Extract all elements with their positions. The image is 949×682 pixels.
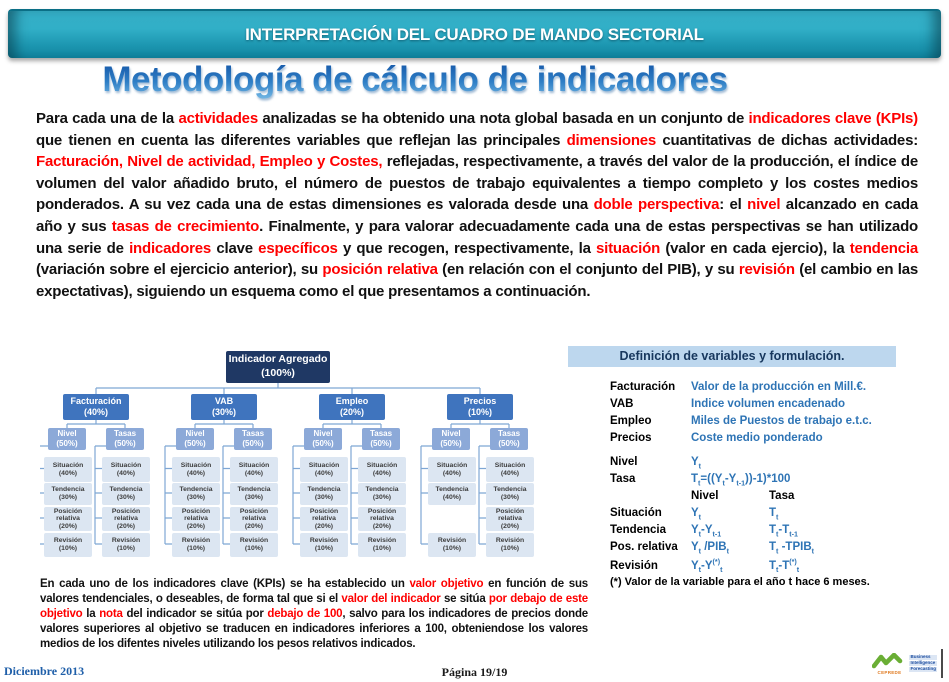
diagram-kpi-node [428,483,476,505]
diagram-perspective-node-pct: (50%) [370,439,392,448]
footer-page-number: Página 19/19 [441,665,508,679]
definition-cell: Tendencia [610,524,667,536]
cepcrede-logo [872,649,943,678]
diagram-kpi-node-label: Situación [110,461,142,469]
diagram-perspective-node-label: Tasas [113,429,137,439]
logo-wordmark: CEPREDE [877,669,902,675]
diagram-kpi-node [486,533,534,557]
diagram-kpi-node [44,507,92,531]
diagram-kpi-node-label: Revisión [53,537,83,545]
diagram-kpi-node-pct: (10%) [116,545,136,552]
diagram-kpi-node-label: Tendencia [109,486,143,494]
diagram-root-node [226,351,330,383]
logo-tagline-line: Forecasting [910,665,936,671]
diagram-kpi-node-pct: (30%) [58,494,78,501]
diagram-kpi-node-label: Posición relativa [181,507,211,523]
diagram-perspective-node [432,428,470,450]
diagram-kpi-node-label: Posición relativa [309,507,339,523]
diagram-kpi-node [428,457,476,482]
definition-row [610,558,940,575]
diagram-kpi-node-label: Revisión [239,537,269,545]
diagram-kpi-node [358,483,406,505]
diagram-kpi-node-pct: (20%) [58,522,78,530]
diagram-kpi-node [44,483,92,505]
definition-cell: Empleo [610,415,652,427]
diagram-kpi-node-label: Situación [180,461,212,469]
diagram-dimension-node [319,394,385,420]
diagram-kpi-node-pct: (40%) [500,469,520,477]
diagram-kpi-node [102,457,150,482]
diagram-kpi-node-label: Tendencia [237,486,271,494]
diagram-kpi-node-pct: (10%) [58,545,78,552]
diagram-kpi-node [102,507,150,531]
definition-row [610,541,940,558]
definition-cell: Indice volumen encadenado [691,398,846,410]
diagram-kpi-node-label: Situación [52,461,84,469]
diagram-kpi-node [300,483,348,505]
diagram-kpi-node [428,533,476,557]
diagram-perspective-node-pct: (50%) [440,439,462,448]
indicator-hierarchy-diagram [40,345,560,575]
definition-row [610,473,940,490]
diagram-kpi-node-label: Tendencia [51,486,85,494]
diagram-dimension-node-pct: (10%) [467,407,492,417]
diagram-perspective-node [304,428,342,450]
diagram-kpi-node [172,507,220,531]
diagram-kpi-node-pct: (10%) [372,545,392,552]
diagram-kpi-node-label: Posición relativa [367,507,397,523]
diagram-root-node-pct: (100%) [261,367,295,379]
diagram-dimension-node-pct: (20%) [339,407,364,417]
diagram-perspective-node-pct: (50%) [498,439,520,448]
diagram-kpi-node-pct: (20%) [244,522,264,530]
diagram-dimension-node-label: VAB [214,395,234,406]
diagram-kpi-node-label: Posición relativa [53,507,83,523]
definition-cell: Precios [610,432,652,444]
diagram-kpi-node-pct: (30%) [116,494,136,501]
diagram-perspective-node [48,428,86,450]
page-title: Metodología de cálculo de indicadores [90,60,740,100]
diagram-kpi-node-label: Revisión [367,537,397,545]
diagram-perspective-node [490,428,528,450]
diagram-perspective-node-pct: (50%) [114,439,136,448]
definition-row [610,398,940,415]
logo-tagline-line: Intelligence [910,660,936,666]
diagram-kpi-node [358,533,406,557]
diagram-kpi-node-pct: (40%) [442,494,462,501]
definition-cell: Pos. relativa [610,541,678,553]
diagram-kpi-node-pct: (40%) [442,469,462,477]
definition-cell: $T_t$ $-TPIB_t$ [769,541,815,556]
diagram-kpi-node [172,457,220,482]
diagram-kpi-node-pct: (20%) [500,522,520,530]
diagram-dimension-node [63,394,129,420]
definition-row [610,432,940,449]
logo-tagline [909,655,937,672]
logo-zigzag-icon [872,653,906,670]
definition-cell: $Y_t-Y_{t-1}$ [691,524,722,539]
diagram-kpi-node-label: Revisión [111,537,141,545]
diagram-kpi-node [230,457,278,482]
definition-row [610,524,940,541]
definition-cell: Valor de la producción en Mill.€. [691,381,867,393]
diagram-kpi-node [102,483,150,505]
diagram-kpi-node [486,507,534,531]
diagram-kpi-node-label: Revisión [495,537,525,545]
diagram-kpi-node [230,533,278,557]
diagram-perspective-node-pct: (50%) [184,439,206,448]
definition-cell: Tasa [769,490,795,502]
definition-row [610,490,940,507]
diagram-kpi-node-pct: (30%) [314,494,334,501]
diagram-kpi-node-pct: (20%) [314,522,334,530]
definition-cell: Coste medio ponderado [691,432,823,444]
diagram-kpi-node [102,533,150,557]
definition-row [610,456,940,473]
diagram-kpi-node-pct: (30%) [186,494,206,501]
diagram-kpi-node-label: Situación [436,461,468,469]
diagram-kpi-node-pct: (20%) [116,522,136,530]
intro-paragraph: Para cada una de la actividades analizadas se ha obtenido una nota global basada en un conjunto de indicadores clave (KPIs) que tienen en cuenta las diferentes variables que reflejan las principales dimensiones cuantitativas de dichas actividades: Facturación, Nivel de actividad, Empleo y Costes, reflejadas, respectivamente, a través del valor de la producción, el índice de volumen del valor añadido bruto, el número de puestos de trabajo equivalentes a tiempo completo y los costes medios ponderados. A su vez cada una de estas dimensiones es valorada desde una doble perspectiva: el nivel alcanzado en cada año y sus tasas de crecimiento. Finalmente, y para valorar adecuadamente cada una de estas perspectivas se han utilizado una serie de indicadores clave específicos y que recogen, respectivamente, la situación (valor en cada ejercio), la tendencia (variación sobre el ejercicio anterior), su posición relativa (en relación con el conjunto del PIB), y su revisión (el cambio en las expectativas), siguiendo un esquema como el que presentamos a continuación. [36,110,919,300]
diagram-kpi-node [300,533,348,557]
diagram-kpi-node-label: Situación [308,461,340,469]
diagram-kpi-node-pct: (20%) [372,522,392,530]
diagram-kpi-node-pct: (40%) [186,469,206,477]
diagram-kpi-node-label: Tendencia [493,486,527,494]
definition-cell: $Y_t$ $/PIB_t$ [691,541,729,556]
diagram-kpi-node-pct: (20%) [186,522,206,530]
definition-cell: $Y_t$ [691,507,702,522]
diagram-kpi-node-pct: (10%) [244,545,264,552]
diagram-kpi-node-pct: (10%) [500,545,520,552]
definition-cell: Revisión [610,559,658,572]
diagram-kpi-node-label: Tendencia [179,486,213,494]
diagram-kpi-node-label: Tendencia [307,486,341,494]
definition-cell: $T_t-T_{t-1}$ [769,524,798,539]
diagram-kpi-node [230,483,278,505]
diagram-kpi-node-pct: (30%) [500,494,520,501]
diagram-kpi-node [172,533,220,557]
definitions-panel-header: Definición de variables y formulación. [568,346,896,367]
definition-cell: Nivel [691,490,719,502]
base-formulas-list [610,456,940,490]
diagram-dimension-node-label: Empleo [335,395,369,406]
diagram-perspective-node-label: Tasas [241,429,265,439]
diagram-kpi-node [486,483,534,505]
variable-definitions-list [610,381,940,449]
definition-row [610,381,940,398]
diagram-kpi-node-label: Posición relativa [239,507,269,523]
definition-cell: Facturación [610,381,676,393]
diagram-kpi-node [358,457,406,482]
diagram-perspective-node-pct: (50%) [312,439,334,448]
diagram-perspective-node [106,428,144,450]
diagram-perspective-node-label: Nivel [313,429,333,439]
definition-cell: $T_t=((Y_t-Y_{t-1}))-1)*100$ [691,473,791,488]
diagram-kpi-node-label: Revisión [181,537,211,545]
definition-cell: $Y_t$ [691,456,702,471]
definition-row [610,415,940,432]
diagram-dimension-node [191,394,257,420]
diagram-kpi-node-label: Situación [366,461,398,469]
definition-cell: Tasa [610,473,636,485]
definition-cell: Situación [610,507,662,519]
banner-title: INTERPRETACIÓN DEL CUADRO DE MANDO SECTORIAL [245,24,704,44]
diagram-perspective-node-pct: (50%) [56,439,78,448]
diagram-kpi-node-label: Posición relativa [495,507,525,523]
diagram-kpi-node [358,507,406,531]
diagram-kpi-node-label: Tendencia [365,486,399,494]
diagram-kpi-node [172,483,220,505]
diagram-perspective-node-pct: (50%) [242,439,264,448]
diagram-kpi-node-label: Revisión [437,537,467,545]
diagram-perspective-node-label: Tasas [369,429,393,439]
diagram-kpi-node [300,507,348,531]
diagram-perspective-node [362,428,400,450]
diagram-perspective-node-label: Nivel [441,429,461,439]
diagram-kpi-node-label: Revisión [309,537,339,545]
diagram-kpi-node-pct: (40%) [116,469,136,477]
logo-mark [872,653,906,675]
diagram-kpi-node [300,457,348,482]
diagram-kpi-node [44,533,92,557]
diagram-kpi-node-pct: (30%) [244,494,264,501]
diagram-kpi-node-pct: (10%) [314,545,334,552]
diagram-dimension-node-pct: (30%) [211,407,236,417]
definition-cell: VAB [610,398,634,410]
diagram-kpi-node-label: Posición relativa [111,507,141,523]
diagram-dimension-node-label: Facturación [70,395,122,406]
definition-cell: Miles de Puestos de trabajo e.t.c. [691,415,872,427]
diagram-kpi-node-pct: (10%) [442,545,462,552]
definitions-panel [568,346,940,588]
formula-footnote: (*) Valor de la variable para el año t hace 6 meses. [610,576,870,588]
definition-row [610,507,940,524]
diagram-dimension-node [447,394,513,420]
diagram-perspective-node [234,428,272,450]
definition-cell: $Y_t-Y^{(*)}_t$ [691,558,723,575]
definition-cell: $T_t-T^{(*)}_t$ [769,558,800,575]
diagram-kpi-node-pct: (40%) [372,469,392,477]
diagram-kpi-node-pct: (30%) [372,494,392,501]
formula-table [610,490,940,575]
diagram-perspective-node-label: Nivel [185,429,205,439]
diagram-perspective-node-label: Tasas [497,429,521,439]
definition-cell: $T_t$ [769,507,779,522]
diagram-kpi-node [486,457,534,482]
diagram-perspective-node-label: Nivel [57,429,77,439]
diagram-kpi-node-pct: (10%) [186,545,206,552]
logo-tagline-line: Business [909,655,937,660]
diagram-kpi-node-label: Tendencia [435,486,469,494]
diagram-kpi-node-label: Situación [238,461,270,469]
bottom-paragraph: En cada uno de los indicadores clave (KPIs) se ha establecido un valor objetivo en función de sus valores tendenciales, o deseables, de forma tal que si el valor del indicador se sitúa por debajo de este objetivo la nota del indicador se sitúa por debajo de 100, salvo para los indicadores de precios donde valores superiores al objetivo se traducen en indicadores inferiores a 100, obteniendose los valores medios de los difentes niveles utilizando los pesos relativos indicados. [40,578,589,650]
diagram-kpi-node [230,507,278,531]
diagram-kpi-node-label: Situación [494,461,526,469]
header-banner [8,9,941,58]
definition-cell: Nivel [610,456,638,468]
diagram-kpi-node-pct: (40%) [314,469,334,477]
footer-date: Diciembre 2013 [4,664,85,678]
diagram-dimension-node-label: Precios [463,395,497,406]
diagram-kpi-node [44,457,92,482]
diagram-perspective-node [176,428,214,450]
diagram-root-node-label: Indicador Agregado [228,353,328,366]
diagram-kpi-node-pct: (40%) [244,469,264,477]
diagram-kpi-node-pct: (40%) [58,469,78,477]
diagram-dimension-node-pct: (40%) [83,407,108,417]
